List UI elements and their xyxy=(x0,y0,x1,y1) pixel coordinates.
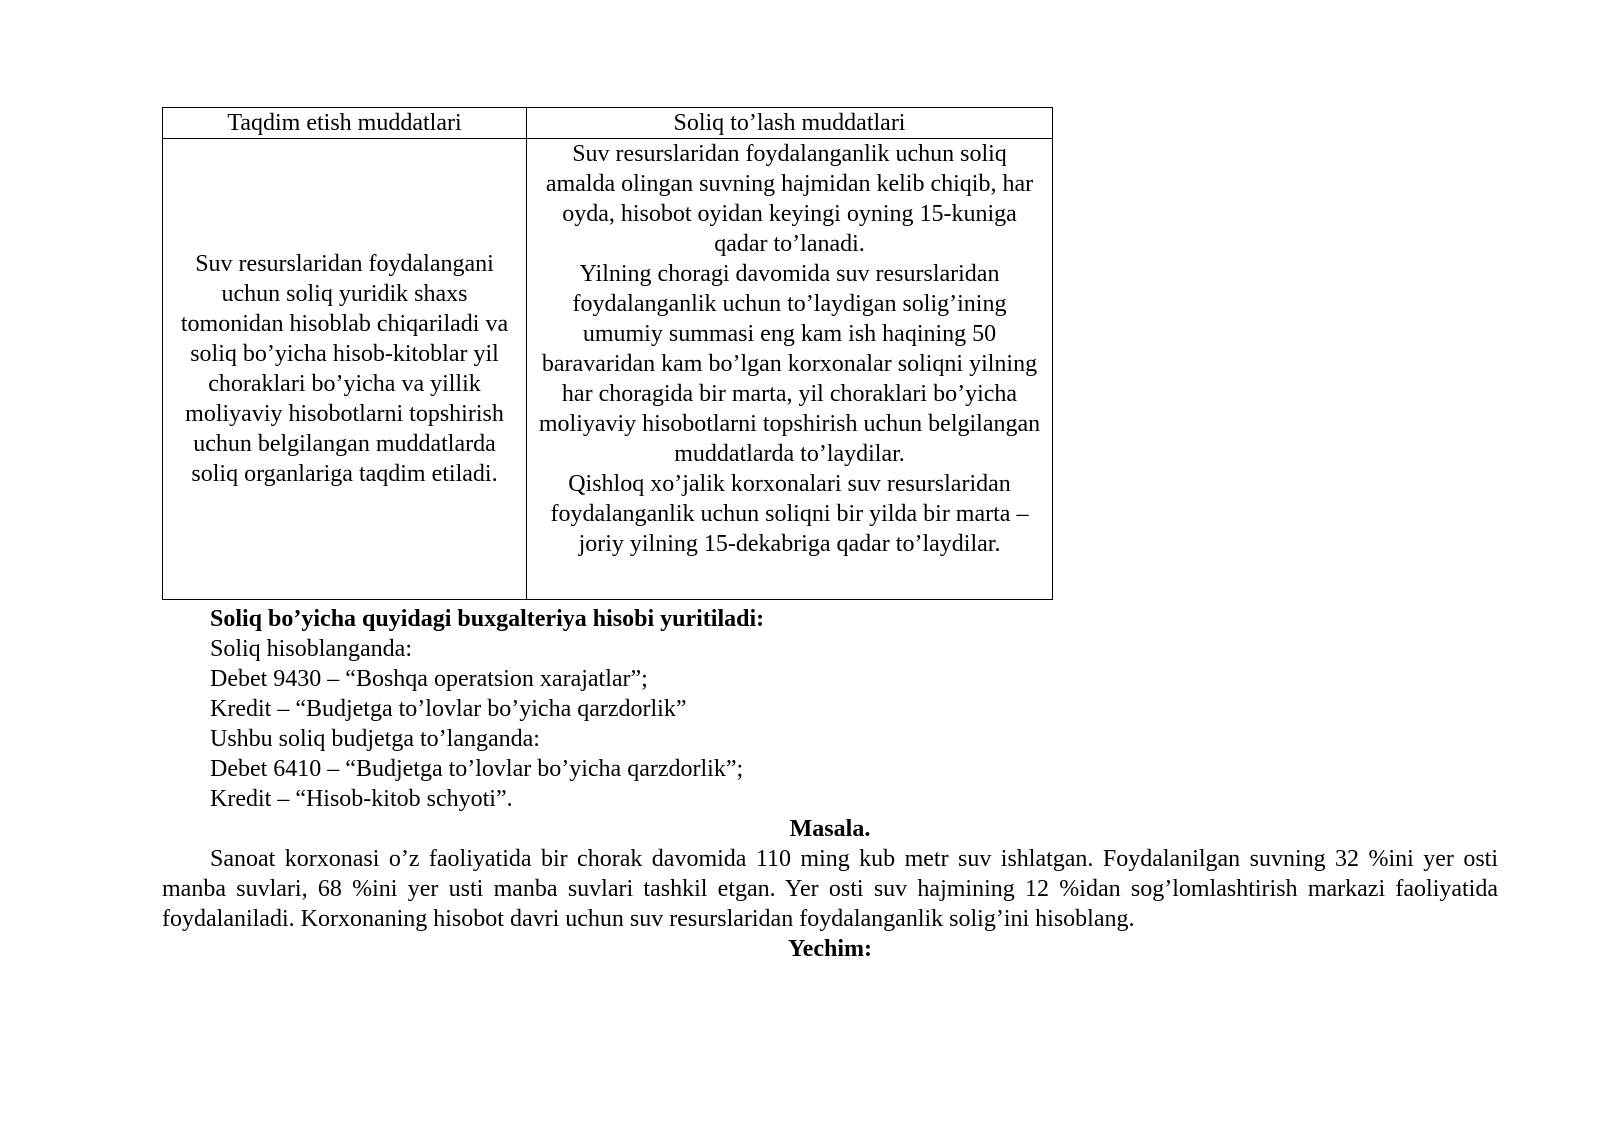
accounting-line: Soliq hisoblanganda: xyxy=(210,636,412,662)
submission-deadlines-cell: Suv resurslaridan foydalangani uchun soliq yuridik shaxs tomonidan hisoblab chiqariladi va soliq bo’yicha hisob-kitoblar yil choraklari bo’yicha va yillik moliyaviy hisobotlarni topshirish uchun belgilangan muddatlarda soliq organlariga taqdim etiladi. xyxy=(163,139,527,600)
accounting-heading: Soliq bo’yicha quyidagi buxgalteriya hisobi yuritiladi: xyxy=(210,606,765,632)
problem-text: Sanoat korxonasi o’z faoliyatida bir chorak davomida 110 ming kub metr suv ishlatgan. Foydalanilgan suvning 32 %ini yer osti manba suvlari, 68 %ini yer usti manba suvlari tashkil etgan. Yer osti suv hajmining 12 %idan sog’lomlashtirish markazi faoliyatida foydalaniladi. Korxonaning hisobot davri uchun suv resurslaridan foydalanganlik solig’ini hisoblang. xyxy=(162,846,1498,932)
accounting-line: Kredit – “Budjetga to’lovlar bo’yicha qarzdorlik” xyxy=(210,696,687,722)
payment-paragraph-monthly: Suv resurslaridan foydalanganlik uchun soliq amalda olingan suvning hajmidan kelib chiqib, har oyda, hisobot oyidan keyingi oyning 15-kuniga qadar to’lanadi. xyxy=(545,141,1034,257)
problem-heading: Masala. xyxy=(789,816,871,842)
payment-paragraph-agricultural: Qishloq xo’jalik korxonalari suv resurslaridan foydalanganlik uchun soliqni bir yilda bir marta –joriy yilning 15-dekabriga qadar to’laydilar. xyxy=(550,471,1029,557)
accounting-line: Debet 9430 – “Boshqa operatsion xarajatlar”; xyxy=(210,666,648,692)
accounting-line: Debet 6410 – “Budjetga to’lovlar bo’yicha qarzdorlik”; xyxy=(210,756,744,782)
deadlines-table xyxy=(162,107,1053,600)
table-header-row xyxy=(163,108,1053,139)
accounting-line: Ushbu soliq budjetga to’langanda: xyxy=(210,726,540,752)
table-row xyxy=(163,139,1053,600)
payment-paragraph-quarterly: Yilning choragi davomida suv resurslaridan foydalanganlik uchun to’laydigan solig’ining umumiy summasi eng kam ish haqining 50 baravaridan kam bo’lgan korxonalar soliqni yilning har choragida bir marta, yil choraklari bo’yicha moliyaviy hisobotlarni topshirish uchun belgilangan muddatlarda to’laydilar. xyxy=(538,261,1041,467)
payment-deadlines-cell xyxy=(527,139,1053,600)
accounting-line: Kredit – “Hisob-kitob schyoti”. xyxy=(210,786,513,812)
header-payment-deadlines: Soliq to’lash muddatlari xyxy=(527,108,1053,139)
accounting-entries xyxy=(210,604,1410,814)
solution-heading: Yechim: xyxy=(788,936,872,962)
header-submission-deadlines: Taqdim etish muddatlari xyxy=(163,108,527,139)
